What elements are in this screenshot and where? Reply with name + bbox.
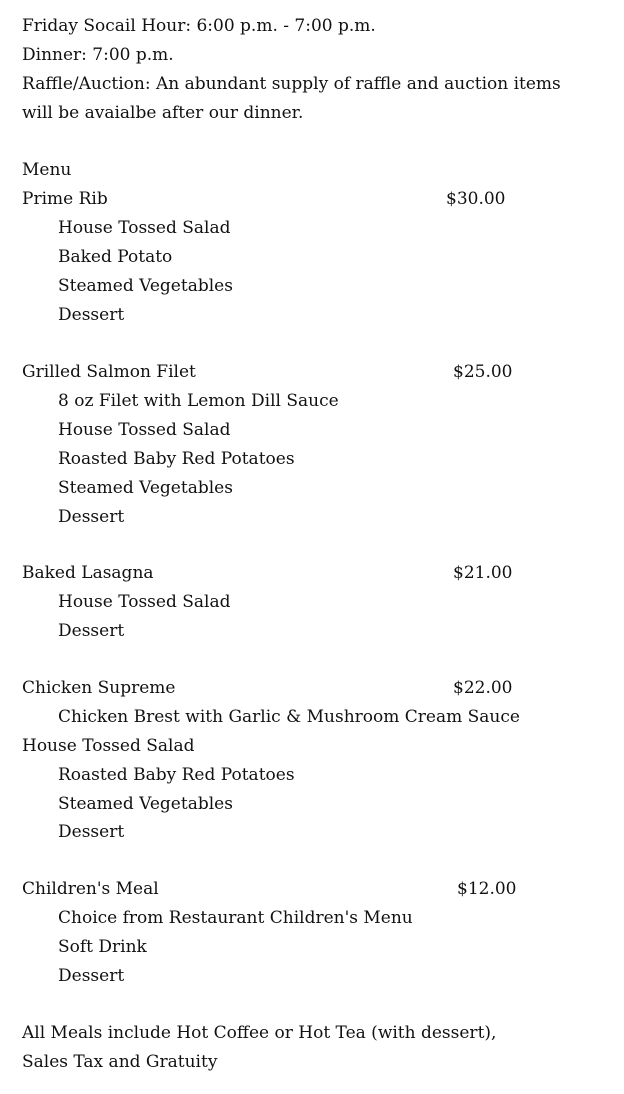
menu-item-side: Chicken Brest with Garlic & Mushroom Cream Sauce bbox=[58, 707, 520, 727]
menu-item-side: House Tossed Salad bbox=[58, 592, 231, 612]
menu-item-side: Dessert bbox=[58, 621, 125, 641]
menu-item-side: Choice from Restaurant Children's Menu bbox=[58, 908, 413, 928]
menu-item-name: Chicken Supreme bbox=[22, 678, 176, 698]
menu-item-side: House Tossed Salad bbox=[22, 736, 195, 756]
menu-item-price: $25.00 bbox=[453, 362, 513, 382]
menu-item-name: Children's Meal bbox=[22, 879, 159, 899]
menu-item-name: Grilled Salmon Filet bbox=[22, 362, 196, 382]
menu-item-side: 8 oz Filet with Lemon Dill Sauce bbox=[58, 391, 339, 411]
menu-item-side: Dessert bbox=[58, 305, 125, 325]
menu-item-side: House Tossed Salad bbox=[58, 420, 231, 440]
menu-item-side: Roasted Baby Red Potatoes bbox=[58, 449, 295, 469]
menu-item-side: Dessert bbox=[58, 822, 125, 842]
footer-note-line-2: Sales Tax and Gratuity bbox=[22, 1052, 218, 1072]
menu-title: Menu bbox=[22, 160, 72, 180]
menu-item-side: Soft Drink bbox=[58, 937, 147, 957]
raffle-text-line-1: Raffle/Auction: An abundant supply of raffle and auction items bbox=[22, 74, 561, 94]
raffle-text-line-2: will be avaialbe after our dinner. bbox=[22, 103, 304, 123]
menu-item-name: Prime Rib bbox=[22, 189, 108, 209]
menu-item-side: Steamed Vegetables bbox=[58, 276, 233, 296]
menu-item-side: House Tossed Salad bbox=[58, 218, 231, 238]
menu-item-side: Steamed Vegetables bbox=[58, 478, 233, 498]
menu-item-price: $22.00 bbox=[453, 678, 513, 698]
menu-item-side: Steamed Vegetables bbox=[58, 794, 233, 814]
menu-item-side: Dessert bbox=[58, 966, 125, 986]
social-hour-text: Friday Socail Hour: 6:00 p.m. - 7:00 p.m. bbox=[22, 16, 376, 36]
dinner-time-text: Dinner: 7:00 p.m. bbox=[22, 45, 174, 65]
menu-item-price: $21.00 bbox=[453, 563, 513, 583]
menu-item-side: Dessert bbox=[58, 507, 125, 527]
menu-item-price: $12.00 bbox=[457, 879, 517, 899]
menu-item-side: Roasted Baby Red Potatoes bbox=[58, 765, 295, 785]
menu-item-price: $30.00 bbox=[446, 189, 506, 209]
menu-item-side: Baked Potato bbox=[58, 247, 173, 267]
footer-note-line-1: All Meals include Hot Coffee or Hot Tea (with dessert), bbox=[22, 1023, 497, 1043]
menu-item-name: Baked Lasagna bbox=[22, 563, 154, 583]
